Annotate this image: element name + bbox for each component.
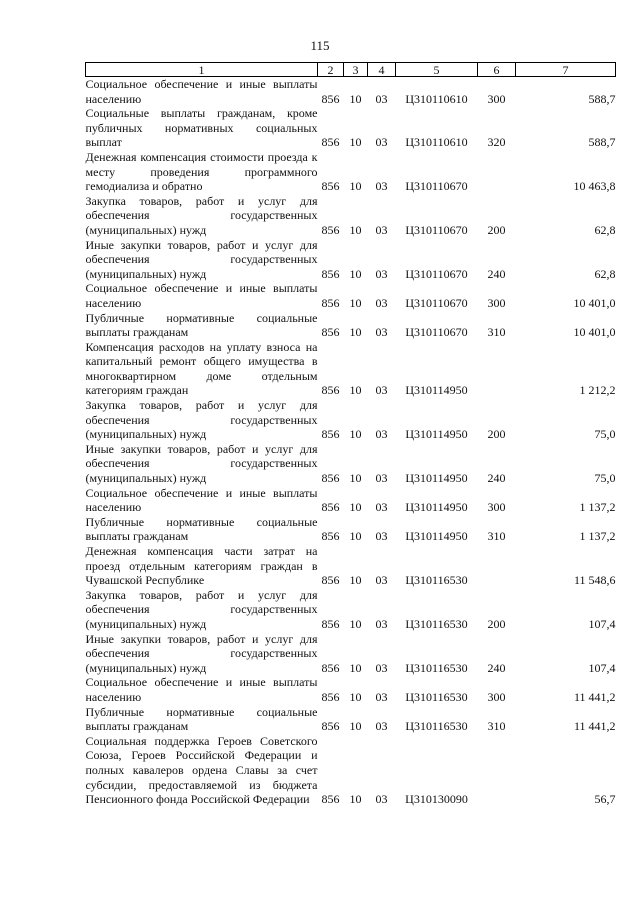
row-code-6: 200 — [487, 616, 506, 631]
row-code-2: 856 — [321, 529, 340, 544]
column-header: 2 — [318, 63, 344, 77]
row-code-5: Ц310114950 — [405, 529, 468, 544]
row-code-4: 03 — [375, 689, 388, 704]
row-code-4: 03 — [375, 222, 388, 237]
column-header: 3 — [344, 63, 368, 77]
row-code-6: 240 — [487, 660, 506, 675]
table-row — [86, 106, 616, 150]
row-amount: 1 137,2 — [579, 529, 616, 544]
row-code-2: 856 — [321, 135, 340, 150]
row-code-5: Ц310110610 — [405, 135, 468, 150]
row-code-3: 10 — [349, 792, 362, 807]
row-description: Иные закупки товаров, работ и услуг для обеспечения государственных (муниципальных) нужд — [85, 631, 318, 675]
row-code-4: 03 — [375, 616, 388, 631]
row-description: Денежная компенсация стоимости проезда к месту проведения программного гемодиализа и обратно — [85, 149, 318, 194]
row-amount: 10 401,0 — [573, 295, 616, 310]
table-row — [86, 486, 616, 515]
row-code-6 — [478, 150, 516, 194]
row-amount: 107,4 — [588, 660, 616, 675]
row-code-5: Ц310116530 — [405, 689, 468, 704]
row-code-4: 03 — [375, 91, 388, 106]
row-code-5: Ц310130090 — [405, 792, 468, 807]
table-row — [86, 77, 616, 107]
table-row — [86, 340, 616, 398]
row-code-5: Ц310110670 — [405, 325, 468, 340]
page-number: 115 — [310, 38, 330, 53]
row-code-6: 300 — [487, 295, 506, 310]
row-code-4: 03 — [375, 266, 388, 281]
row-code-3: 10 — [349, 689, 362, 704]
row-amount: 588,7 — [588, 135, 616, 150]
column-header: 5 — [396, 63, 478, 77]
row-description: Публичные нормативные социальные выплаты гражданам — [85, 310, 318, 340]
row-description: Закупка товаров, работ и услуг для обеспечения государственных (муниципальных) нужд — [85, 398, 318, 442]
budget-table — [85, 62, 616, 807]
row-amount: 10 401,0 — [573, 325, 616, 340]
row-code-6: 240 — [487, 471, 506, 486]
row-code-2: 856 — [321, 91, 340, 106]
row-code-2: 856 — [321, 325, 340, 340]
row-description: Закупка товаров, работ и услуг для обеспечения государственных (муниципальных) нужд — [85, 193, 318, 237]
row-code-6: 300 — [487, 689, 506, 704]
table-header-row — [86, 63, 616, 77]
row-code-5: Ц310110670 — [405, 179, 468, 194]
row-code-6 — [478, 340, 516, 398]
row-amount: 75,0 — [594, 471, 616, 486]
row-description: Социальное обеспечение и иные выплаты населению — [85, 281, 318, 310]
row-code-4: 03 — [375, 500, 388, 515]
table-row — [86, 544, 616, 588]
row-code-5: Ц310114950 — [405, 427, 468, 442]
row-code-3: 10 — [349, 295, 362, 310]
row-amount: 10 463,8 — [573, 179, 616, 194]
table-row — [86, 515, 616, 544]
row-code-5: Ц310110670 — [405, 295, 468, 310]
row-code-4: 03 — [375, 135, 388, 150]
row-code-6: 320 — [487, 135, 506, 150]
column-header: 1 — [86, 63, 318, 77]
row-amount: 588,7 — [588, 91, 616, 106]
row-code-3: 10 — [349, 91, 362, 106]
row-code-6: 300 — [487, 500, 506, 515]
column-header: 6 — [478, 63, 516, 77]
row-description: Публичные нормативные социальные выплаты гражданам — [85, 704, 318, 734]
row-code-2: 856 — [321, 573, 340, 588]
row-code-6: 200 — [487, 222, 506, 237]
row-amount: 56,7 — [594, 792, 616, 807]
row-description: Иные закупки товаров, работ и услуг для обеспечения государственных (муниципальных) нужд — [85, 237, 318, 281]
row-amount: 11 548,6 — [573, 573, 616, 588]
row-amount: 1 137,2 — [579, 500, 616, 515]
column-header: 4 — [368, 63, 396, 77]
table-row — [86, 632, 616, 676]
row-code-4: 03 — [375, 295, 388, 310]
table-row — [86, 734, 616, 807]
row-description: Иные закупки товаров, работ и услуг для обеспечения государственных (муниципальных) нужд — [85, 441, 318, 486]
row-amount: 62,8 — [594, 222, 616, 237]
row-amount: 11 441,2 — [573, 689, 616, 704]
table-row — [86, 238, 616, 282]
row-amount: 107,4 — [588, 616, 616, 631]
column-header: 7 — [516, 63, 616, 77]
row-code-5: Ц310110610 — [405, 91, 468, 106]
row-code-2: 856 — [321, 719, 340, 734]
row-code-2: 856 — [321, 222, 340, 237]
row-code-3: 10 — [349, 573, 362, 588]
row-code-5: Ц310116530 — [405, 660, 468, 675]
row-description: Социальное обеспечение и иные выплаты населению — [85, 485, 318, 515]
row-code-2: 856 — [321, 689, 340, 704]
row-code-5: Ц310114950 — [405, 471, 468, 486]
row-code-3: 10 — [349, 179, 362, 194]
row-code-4: 03 — [375, 325, 388, 340]
table-row — [86, 588, 616, 632]
row-code-3: 10 — [349, 266, 362, 281]
table-row — [86, 281, 616, 310]
row-description: Компенсация расходов на уплату взноса на капитальный ремонт общего имущества в многоквартирном доме отдельным категориям граждан — [85, 339, 318, 398]
row-code-3: 10 — [349, 383, 362, 398]
row-code-4: 03 — [375, 529, 388, 544]
row-code-2: 856 — [321, 179, 340, 194]
row-code-4: 03 — [375, 383, 388, 398]
table-row — [86, 150, 616, 194]
row-code-4: 03 — [375, 471, 388, 486]
row-code-2: 856 — [321, 266, 340, 281]
row-code-6 — [478, 734, 516, 807]
row-amount: 1 212,2 — [579, 383, 616, 398]
row-code-6 — [478, 544, 516, 588]
row-code-4: 03 — [375, 792, 388, 807]
row-code-6: 310 — [487, 529, 506, 544]
row-amount: 62,8 — [594, 266, 616, 281]
row-code-3: 10 — [349, 719, 362, 734]
row-description: Социальные выплаты гражданам, кроме публичных нормативных социальных выплат — [85, 106, 318, 150]
row-code-3: 10 — [349, 660, 362, 675]
row-code-6: 300 — [487, 91, 506, 106]
row-code-6: 200 — [487, 427, 506, 442]
row-code-2: 856 — [321, 471, 340, 486]
row-code-5: Ц310110670 — [405, 222, 468, 237]
row-amount: 75,0 — [594, 427, 616, 442]
row-code-3: 10 — [349, 325, 362, 340]
table-row — [86, 705, 616, 734]
row-amount: 11 441,2 — [573, 719, 616, 734]
table-row — [86, 311, 616, 340]
row-code-2: 856 — [321, 792, 340, 807]
row-code-5: Ц310114950 — [405, 383, 468, 398]
row-description: Денежная компенсация части затрат на проезд отдельным категориям граждан в Чувашской Республике — [85, 544, 318, 588]
row-code-5: Ц310116530 — [405, 616, 468, 631]
row-code-3: 10 — [349, 222, 362, 237]
row-code-3: 10 — [349, 471, 362, 486]
row-code-2: 856 — [321, 616, 340, 631]
row-code-4: 03 — [375, 719, 388, 734]
table-row — [86, 442, 616, 486]
table-row — [86, 194, 616, 238]
row-code-2: 856 — [321, 660, 340, 675]
row-description: Закупка товаров, работ и услуг для обеспечения государственных (муниципальных) нужд — [85, 587, 318, 631]
row-description: Социальное обеспечение и иные выплаты населению — [85, 675, 318, 704]
table-row — [86, 398, 616, 442]
table-row — [86, 675, 616, 704]
row-code-4: 03 — [375, 427, 388, 442]
row-code-4: 03 — [375, 179, 388, 194]
row-code-3: 10 — [349, 529, 362, 544]
row-code-2: 856 — [321, 383, 340, 398]
row-code-2: 856 — [321, 295, 340, 310]
row-code-3: 10 — [349, 427, 362, 442]
row-code-4: 03 — [375, 660, 388, 675]
row-description: Социальное обеспечение и иные выплаты населению — [85, 77, 318, 106]
row-code-2: 856 — [321, 427, 340, 442]
row-description: Публичные нормативные социальные выплаты гражданам — [85, 514, 318, 544]
row-code-5: Ц310114950 — [405, 500, 468, 515]
row-code-3: 10 — [349, 135, 362, 150]
row-code-4: 03 — [375, 573, 388, 588]
row-code-2: 856 — [321, 500, 340, 515]
row-code-5: Ц310116530 — [405, 573, 468, 588]
row-code-3: 10 — [349, 500, 362, 515]
row-code-6: 310 — [487, 325, 506, 340]
row-description: Социальная поддержка Героев Советского Союза, Героев Российской Федерации и полных кавалеров ордена Славы за счет субсидии, предоставляемой из бюджета Пенсионного фонда Российской Федерации — [85, 733, 318, 807]
row-code-6: 310 — [487, 719, 506, 734]
row-code-3: 10 — [349, 616, 362, 631]
row-code-5: Ц310110670 — [405, 266, 468, 281]
row-code-6: 240 — [487, 266, 506, 281]
row-code-5: Ц310116530 — [405, 719, 468, 734]
